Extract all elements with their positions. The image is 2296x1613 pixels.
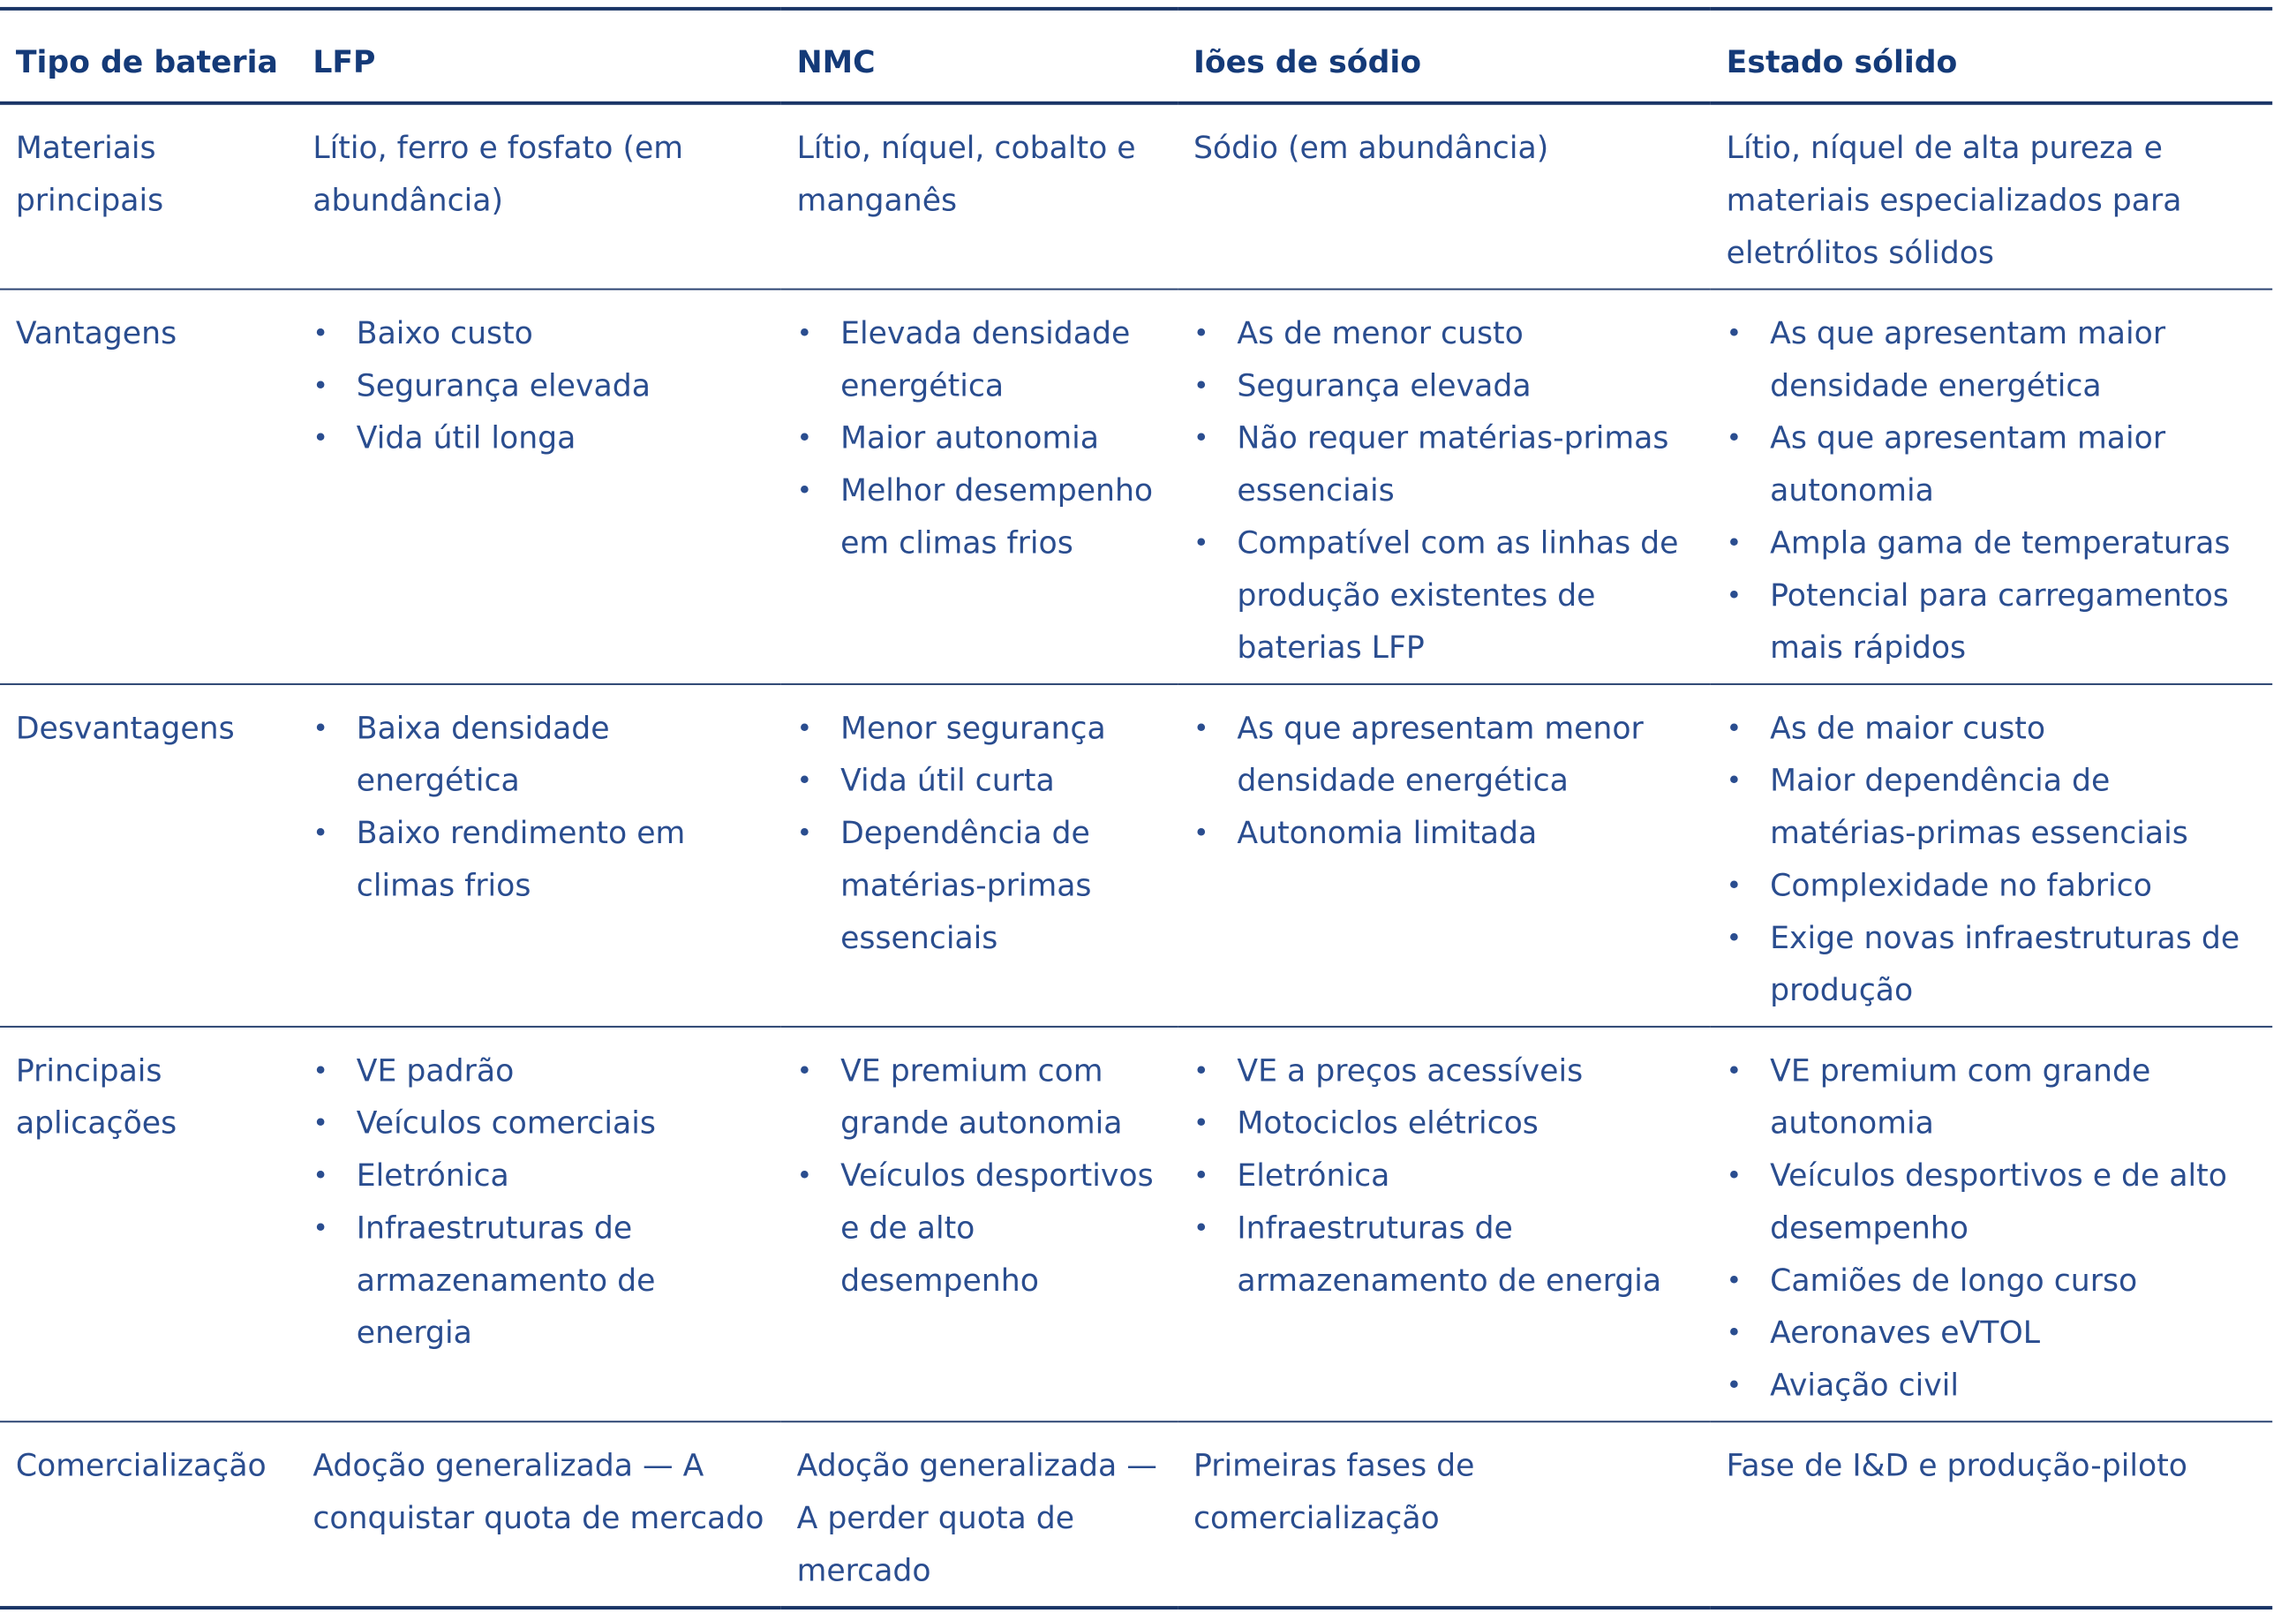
list-item: • As de maior custo — [1727, 703, 2257, 755]
table-cell-disadvantages-solid-state — [1711, 684, 2272, 1027]
bullet-list — [312, 1045, 765, 1360]
row-label-main-applications: Principais aplicações — [0, 1027, 297, 1421]
cell-text: Primeiras fases de comercialização — [1193, 1448, 1475, 1536]
list-item: • As que apresentam menor densidade energética — [1193, 703, 1695, 808]
list-item: • Vida útil curta — [797, 755, 1163, 807]
list-item: • VE premium com grande autonomia — [1727, 1045, 2257, 1150]
table-cell-main-applications-sodium-ion — [1178, 1027, 1711, 1421]
table-cell-advantages-lfp — [297, 290, 781, 684]
table-cell-main-applications-nmc — [781, 1027, 1178, 1421]
list-item: • Veículos comerciais — [312, 1097, 765, 1149]
table-cell-commercialization-solid-state — [1711, 1421, 2272, 1608]
list-item: • Ampla gama de temperaturas — [1727, 517, 2257, 569]
table-cell-commercialization-nmc — [781, 1421, 1178, 1608]
table-cell-disadvantages-lfp — [297, 684, 781, 1027]
table-row-advantages — [0, 290, 2272, 684]
list-item: • Motociclos elétricos — [1193, 1097, 1695, 1149]
table-cell-main-materials-lfp — [297, 103, 781, 290]
list-item: • As de menor custo — [1193, 307, 1695, 359]
table-cell-main-materials-solid-state — [1711, 103, 2272, 290]
list-item: • As que apresentam maior densidade energética — [1727, 307, 2257, 412]
header-row — [0, 9, 2272, 103]
header-sodium-ion: Iões de sódio — [1178, 9, 1711, 103]
bullet-list — [1727, 1045, 2257, 1413]
list-item: • VE padrão — [312, 1045, 765, 1097]
table-cell-commercialization-lfp — [297, 1421, 781, 1608]
table-cell-main-materials-nmc — [781, 103, 1178, 290]
bullet-list — [1727, 703, 2257, 1017]
table-cell-main-applications-lfp — [297, 1027, 781, 1421]
cell-text: Lítio, ferro e fosfato (em abundância) — [312, 131, 684, 219]
table-cell-advantages-nmc — [781, 290, 1178, 684]
list-item: • Segurança elevada — [1193, 360, 1695, 412]
table-cell-disadvantages-nmc — [781, 684, 1178, 1027]
row-label-disadvantages: Desvantagens — [0, 684, 297, 1027]
bullet-list — [1193, 703, 1695, 860]
list-item: • Camiões de longo curso — [1727, 1255, 2257, 1307]
row-label-advantages: Vantagens — [0, 290, 297, 684]
battery-comparison-table — [0, 7, 2272, 1609]
list-item: • Infraestruturas de armazenamento de energia — [312, 1202, 765, 1360]
table-cell-main-applications-solid-state — [1711, 1027, 2272, 1421]
table-cell-advantages-sodium-ion — [1178, 290, 1711, 684]
list-item: • Melhor desempenho em climas frios — [797, 465, 1163, 570]
header-nmc: NMC — [781, 9, 1178, 103]
table-cell-main-materials-sodium-ion — [1178, 103, 1711, 290]
list-item: • Eletrónica — [312, 1149, 765, 1202]
list-item: • Compatível com as linhas de produção existentes de baterias LFP — [1193, 517, 1695, 675]
bullet-list — [1727, 307, 2257, 675]
table-cell-disadvantages-sodium-ion — [1178, 684, 1711, 1027]
list-item: • Baixo rendimento em climas frios — [312, 807, 765, 912]
bullet-list — [312, 703, 765, 913]
list-item: • Eletrónica — [1193, 1149, 1695, 1202]
list-item: • Complexidade no fabrico — [1727, 860, 2257, 912]
list-item: • Veículos desportivos e de alto desempenho — [1727, 1149, 2257, 1255]
bullet-list — [1193, 1045, 1695, 1308]
list-item: • Infraestruturas de armazenamento de energia — [1193, 1202, 1695, 1308]
list-item: • Baixo custo — [312, 307, 765, 359]
list-item: • VE a preços acessíveis — [1193, 1045, 1695, 1097]
list-item: • Elevada densidade energética — [797, 307, 1163, 412]
list-item: • Maior autonomia — [797, 412, 1163, 464]
cell-text: Lítio, níquel de alta pureza e materiais especializados para eletrólitos sólidos — [1726, 131, 2182, 271]
list-item: • Potencial para carregamentos mais rápidos — [1727, 569, 2257, 675]
list-item: • VE premium com grande autonomia — [797, 1045, 1163, 1150]
list-item: • Aviação civil — [1727, 1360, 2257, 1412]
table-row-disadvantages — [0, 684, 2272, 1027]
table-cell-advantages-solid-state — [1711, 290, 2272, 684]
list-item: • Veículos desportivos e de alto desempenho — [797, 1149, 1163, 1307]
cell-text: Fase de I&D e produção-piloto — [1726, 1448, 2187, 1484]
list-item: • Exige novas infraestruturas de produção — [1727, 912, 2257, 1017]
header-solid-state: Estado sólido — [1711, 9, 2272, 103]
header-battery-type: Tipo de bateria — [0, 9, 297, 103]
list-item: • As que apresentam maior autonomia — [1727, 412, 2257, 517]
bullet-list — [312, 307, 765, 464]
table-row-commercialization — [0, 1421, 2272, 1608]
bullet-list — [1193, 307, 1695, 675]
cell-text: Sódio (em abundância) — [1193, 131, 1549, 167]
cell-text: Lítio, níquel, cobalto e manganês — [796, 131, 1136, 219]
bullet-list — [797, 703, 1163, 965]
table-row-main-applications — [0, 1027, 2272, 1421]
list-item: • Baixa densidade energética — [312, 703, 765, 808]
list-item: • Menor segurança — [797, 703, 1163, 755]
table-cell-commercialization-sodium-ion — [1178, 1421, 1711, 1608]
cell-text: Adoção generalizada — A perder quota de mercado — [796, 1448, 1157, 1589]
list-item: • Autonomia limitada — [1193, 807, 1695, 859]
list-item: • Vida útil longa — [312, 412, 765, 464]
list-item: • Segurança elevada — [312, 360, 765, 412]
list-item: • Maior dependência de matérias-primas essenciais — [1727, 755, 2257, 860]
table-body — [0, 103, 2272, 1608]
bullet-list — [797, 307, 1163, 569]
list-item: • Aeronaves eVTOL — [1727, 1308, 2257, 1360]
row-label-commercialization: Comercialização — [0, 1421, 297, 1608]
table-row-main-materials — [0, 103, 2272, 290]
cell-text: Adoção generalizada — A conquistar quota de mercado — [312, 1448, 764, 1536]
header-lfp: LFP — [297, 9, 781, 103]
row-label-main-materials: Materiais principais — [0, 103, 297, 290]
bullet-list — [797, 1045, 1163, 1308]
list-item: • Não requer matérias-primas essenciais — [1193, 412, 1695, 517]
list-item: • Dependência de matérias-primas essenciais — [797, 807, 1163, 964]
